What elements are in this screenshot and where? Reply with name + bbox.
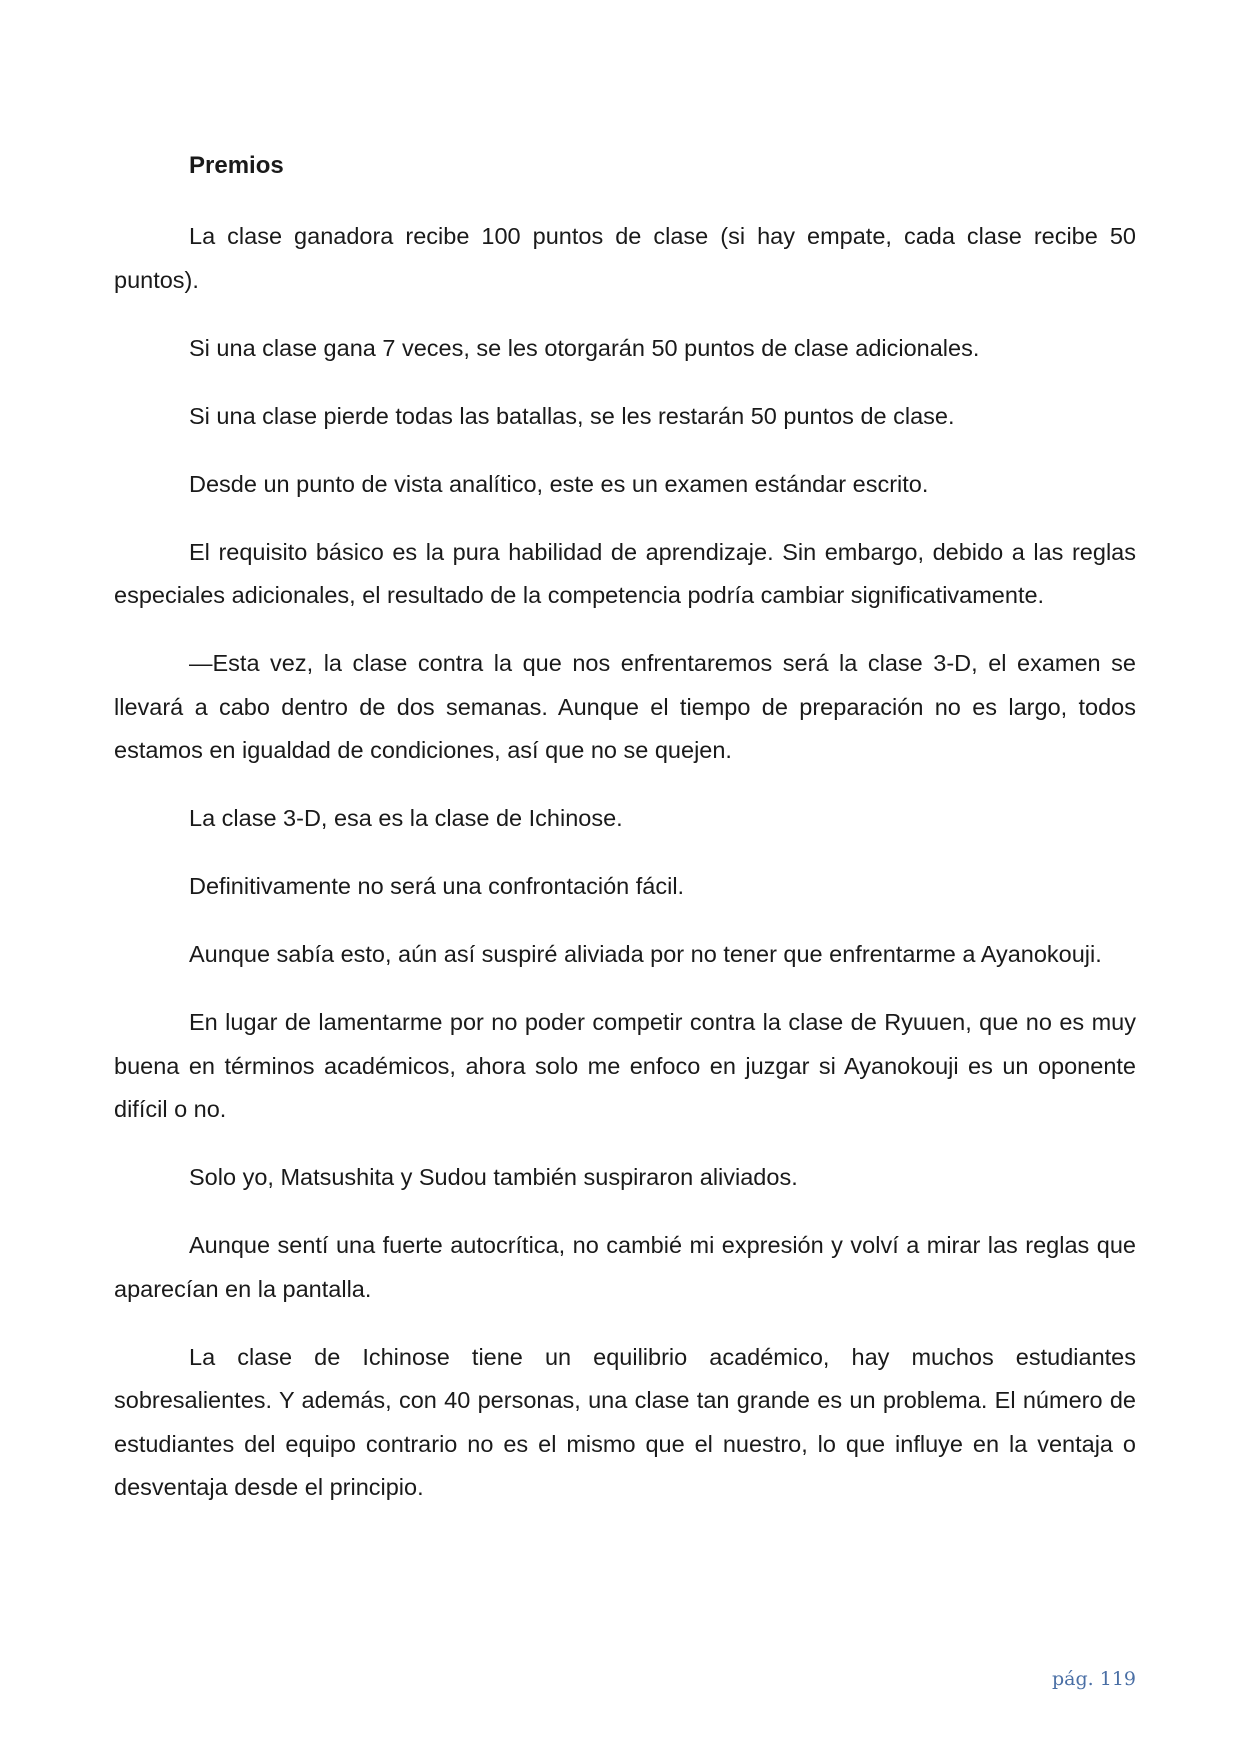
paragraph: Solo yo, Matsushita y Sudou también suspiraron aliviados. bbox=[189, 1164, 798, 1190]
paragraph: El requisito básico es la pura habilidad de aprendizaje. Sin embargo, debido a las reglas especiales adicionales, el resultado de la competencia podría cambiar significativamente. bbox=[114, 538, 1136, 608]
paragraph: Si una clase gana 7 veces, se les otorgarán 50 puntos de clase adicionales. bbox=[189, 334, 980, 361]
page-body bbox=[114, 148, 1136, 1534]
paragraph: Aunque sentí una fuerte autocrítica, no cambié mi expresión y volví a mirar las reglas que aparecían en la pantalla. bbox=[114, 1232, 1136, 1302]
paragraph: Si una clase pierde todas las batallas, se les restarán 50 puntos de clase. bbox=[189, 402, 955, 429]
page-number: pág. 119 bbox=[1052, 1668, 1136, 1690]
section-heading: Premios bbox=[189, 152, 284, 179]
paragraph: La clase ganadora recibe 100 puntos de clase (si hay empate, cada clase recibe 50 puntos). bbox=[114, 223, 1136, 293]
paragraph: Aunque sabía esto, aún así suspiré aliviada por no tener que enfrentarme a Ayanokouji. bbox=[189, 941, 1102, 967]
paragraph: En lugar de lamentarme por no poder competir contra la clase de Ryuuen, que no es muy buena en términos académicos, ahora solo me enfoco en juzgar si Ayanokouji es un oponente difícil o no. bbox=[114, 1009, 1136, 1122]
paragraph: Desde un punto de vista analítico, este es un examen estándar escrito. bbox=[189, 470, 929, 497]
paragraph: Definitivamente no será una confrontación fácil. bbox=[189, 873, 685, 899]
paragraph: —Esta vez, la clase contra la que nos enfrentaremos será la clase 3-D, el examen se llevará a cabo dentro de dos semanas. Aunque el tiempo de preparación no es largo, todos estamos en igualdad de condiciones, así que no se quejen. bbox=[114, 650, 1136, 763]
paragraph: La clase de Ichinose tiene un equilibrio académico, hay muchos estudiantes sobresalientes. Y además, con 40 personas, una clase tan grande es un problema. El número de estudiantes del equipo contrario no es el mismo que el nuestro, lo que influye en la ventaja o desventaja desde el principio. bbox=[114, 1343, 1136, 1500]
paragraph: La clase 3-D, esa es la clase de Ichinose. bbox=[189, 805, 623, 831]
